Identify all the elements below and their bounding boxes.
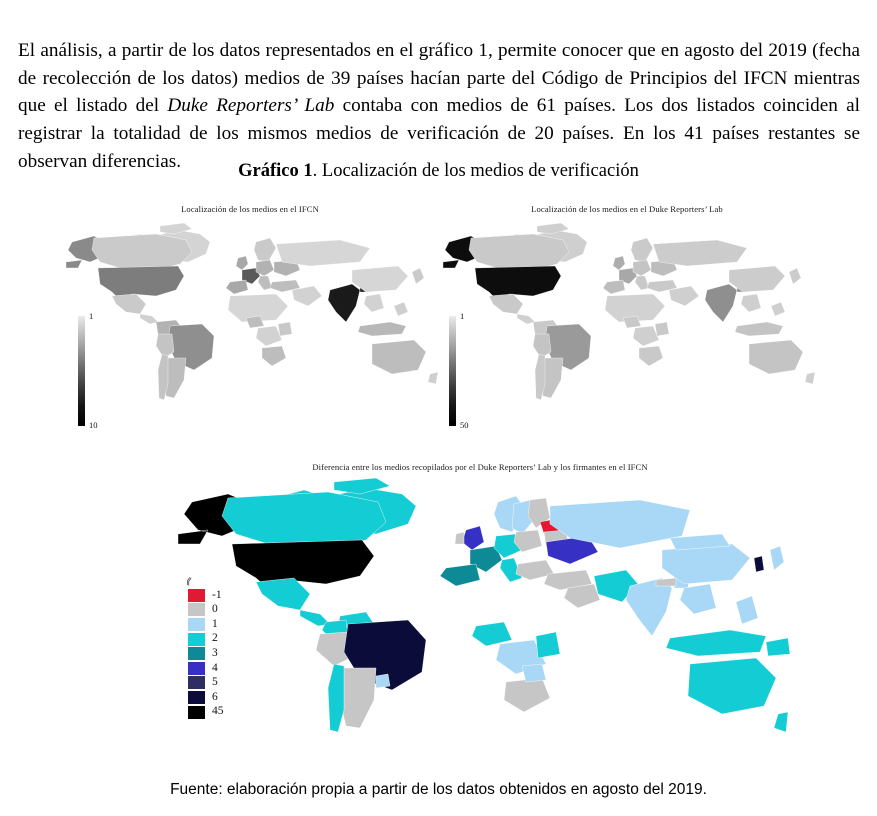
map-duke-canvas [437,218,817,418]
map-ifcn-title: Localización de los medios en el IFCN [181,204,319,214]
intro-text-part1: El análisis, a partir de los datos representados en el gráfico 1, permite conocer que en agosto del 2019 (fecha de recolección de los datos) medios de 39 países hacían parte del Código de Principios del IFCN mientras que el listado del [18,40,860,117]
colorbar-duke-min-label: 1 [460,311,465,321]
legend-swatch-1 [188,618,205,631]
legend-row [188,705,246,720]
map-difference-legend [184,575,246,719]
country-indonesia-diff [666,630,766,656]
country-philippines-duke [771,302,785,316]
map-duke-title: Localización de los medios en el Duke Reporters’ Lab [531,204,723,214]
country-china-ifcn [352,266,408,292]
legend-swatch-6 [188,691,205,704]
country-se-asia-ifcn [364,294,384,312]
country-scandinavia-duke [631,238,653,262]
legend-row [188,617,246,632]
country-middle-east-diff [564,584,600,608]
legend-tick-mark: ⟪ [184,575,193,587]
legend-label-0: 0 [212,603,218,616]
country-south-africa-ifcn [262,346,286,366]
country-united-states-diff [232,540,374,592]
country-madagascar-diff [560,666,570,688]
country-australia-ifcn [372,340,426,374]
country-uruguay-diff [376,674,390,688]
figure-caption-text: . Localización de los medios de verificación [312,161,639,181]
country-australia-duke [749,340,803,374]
world-map-ifcn-svg [60,218,440,418]
map-difference-canvas [170,476,790,752]
legend-swatch-minus1 [188,589,205,602]
legend-label-minus1: -1 [212,588,222,601]
legend-row [188,646,246,661]
legend-swatch-2 [188,633,205,646]
legend-label-3: 3 [212,646,218,659]
legend-label-5: 5 [212,676,218,689]
country-congo-ifcn [256,326,282,346]
country-united-kingdom-duke [613,256,625,270]
legend-label-45: 45 [212,705,224,718]
intro-text-part2: contaba con medios de 61 países. Los dos listados coinciden al registrar la totalidad de los mismos medios de verificación de 20 países. En los 41 países restantes se observan diferencias. [18,95,861,172]
country-spain-ifcn [226,280,248,294]
country-japan-diff [770,546,784,570]
country-canada-diff [222,492,386,548]
country-canada-ifcn [92,234,192,270]
legend-row [188,603,246,618]
intro-italic-duke-reporters-lab: Duke Reporters’ Lab [167,95,335,117]
country-zambia-diff [522,664,546,682]
country-china-duke [729,266,785,292]
country-mexico-ifcn [112,294,146,314]
map-panel-duke [437,204,817,444]
world-map-difference-svg [170,476,790,752]
country-russia-ifcn [276,240,370,266]
legend-row [188,661,246,676]
country-central-america-ifcn [140,314,158,324]
world-map-duke-svg [437,218,817,418]
legend-label-4: 4 [212,661,218,674]
country-japan-duke [789,268,801,284]
source-note: Fuente: elaboración propia a partir de los datos obtenidos en agosto del 2019. [170,781,707,798]
colorbar-ifcn-min-label: 1 [89,311,94,321]
country-peru-bolivia-duke [533,334,551,358]
legend-swatch-0 [188,603,205,616]
country-united-kingdom-diff [462,526,484,550]
map-difference-title: Diferencia entre los medios recopilados por el Duke Reporters’ Lab y los firmantes en el IFCN [312,462,648,472]
country-kenya-duke [655,322,669,336]
country-mexico-diff [256,578,310,610]
country-united-kingdom-ifcn [236,256,248,270]
country-chile-diff [328,664,344,732]
figure-caption-label: Gráfico 1 [238,161,313,181]
country-south-africa-duke [639,346,663,366]
legend-row [188,588,246,603]
map-panel-difference [170,462,790,752]
intro-paragraph [18,37,860,175]
country-new-zealand-duke [805,372,815,384]
map-ifcn-canvas [60,218,440,418]
country-central-america-duke [517,314,535,324]
country-se-asia-diff [680,584,716,614]
country-spain-duke [603,280,625,294]
legend-swatch-4 [188,662,205,675]
colorbar-duke [449,316,456,426]
country-spain-diff [440,564,480,586]
country-middle-east-duke [669,286,699,306]
country-png-diff [766,638,790,656]
legend-label-2: 2 [212,632,218,645]
country-mexico-duke [489,294,523,314]
country-south-korea-diff [754,556,764,572]
country-se-asia-duke [741,294,761,312]
country-indonesia-ifcn [358,322,406,336]
country-new-zealand-diff [774,712,788,732]
country-indonesia-duke [735,322,783,336]
country-middle-east-ifcn [292,286,322,306]
legend-swatch-3 [188,647,205,660]
country-kenya-diff [536,632,560,658]
colorbar-ifcn [78,316,85,426]
legend-swatch-5 [188,676,205,689]
country-united-states-duke [475,266,561,302]
country-philippines-ifcn [394,302,408,316]
colorbar-ifcn-max-label: 10 [89,420,98,430]
country-philippines-diff [736,596,758,624]
figure-caption [0,160,877,183]
country-congo-duke [633,326,659,346]
country-australia-diff [688,658,776,714]
legend-label-6: 6 [212,690,218,703]
legend-row [188,690,246,705]
country-scandinavia-ifcn [254,238,276,262]
country-ireland-diff [455,532,464,544]
country-united-states-ifcn [98,266,184,302]
country-kenya-ifcn [278,322,292,336]
colorbar-duke-max-label: 50 [460,420,469,430]
legend-row [188,676,246,691]
country-japan-ifcn [412,268,424,284]
legend-swatch-45 [188,706,205,719]
country-canada-duke [469,234,569,270]
country-peru-bolivia-ifcn [156,334,174,358]
legend-label-1: 1 [212,617,218,630]
country-russia-duke [653,240,747,266]
country-south-africa-diff [504,678,550,712]
map-panel-ifcn [60,204,440,444]
legend-row [188,632,246,647]
